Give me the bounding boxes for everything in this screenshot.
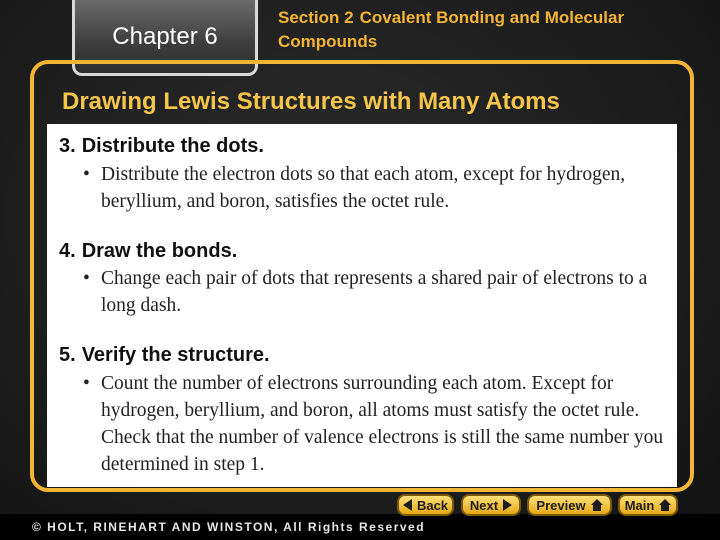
section-label: Section 2 [278, 8, 354, 27]
chapter-label: Chapter 6 [112, 22, 218, 50]
bullet-text: Distribute the electron dots so that each atom, except for hydrogen, beryllium, and boron, satisfies the octet rule. [101, 164, 626, 212]
home-icon [591, 499, 603, 511]
slide-title: Drawing Lewis Structures with Many Atoms [62, 88, 560, 115]
bullet-icon: • [83, 373, 90, 394]
arrow-right-icon [503, 499, 512, 511]
bullet-text: Change each pair of dots that represents a shared pair of electrons to a long dash. [101, 268, 648, 316]
step-bullet [83, 370, 673, 478]
preview-label: Preview [536, 497, 586, 513]
section-header [278, 6, 698, 54]
arrow-left-icon [403, 499, 412, 511]
main-button[interactable] [618, 494, 678, 516]
step-heading [59, 135, 264, 158]
step-title: Draw the bonds. [81, 240, 238, 262]
copyright-text: © HOLT, RINEHART AND WINSTON, All Rights Reserved [32, 520, 426, 534]
next-label: Next [469, 497, 499, 513]
step-bullet [83, 265, 673, 319]
back-button[interactable] [397, 494, 454, 516]
preview-button[interactable] [527, 494, 612, 516]
content-card [47, 124, 677, 487]
step-bullet [83, 161, 673, 215]
step-title: Distribute the dots. [81, 135, 264, 157]
section-title: Covalent Bonding and Molecular Compounds [278, 8, 625, 51]
step-number: 5. [59, 344, 76, 366]
step-number: 3. [59, 135, 76, 157]
step-heading [59, 240, 237, 263]
main-label: Main [624, 497, 655, 513]
next-button[interactable] [461, 494, 521, 516]
step-title: Verify the structure. [81, 344, 270, 366]
step-number: 4. [59, 240, 76, 262]
home-icon [659, 499, 671, 511]
step-heading [59, 344, 270, 367]
back-label: Back [416, 497, 449, 513]
bullet-text: Count the number of electrons surrounding each atom. Except for hydrogen, beryllium, and boron, all atoms must satisfy the octet rule. Check that the number of valence electrons is still the same number you determined in step 1. [101, 373, 664, 475]
bullet-icon: • [83, 164, 90, 185]
bullet-icon: • [83, 268, 90, 289]
